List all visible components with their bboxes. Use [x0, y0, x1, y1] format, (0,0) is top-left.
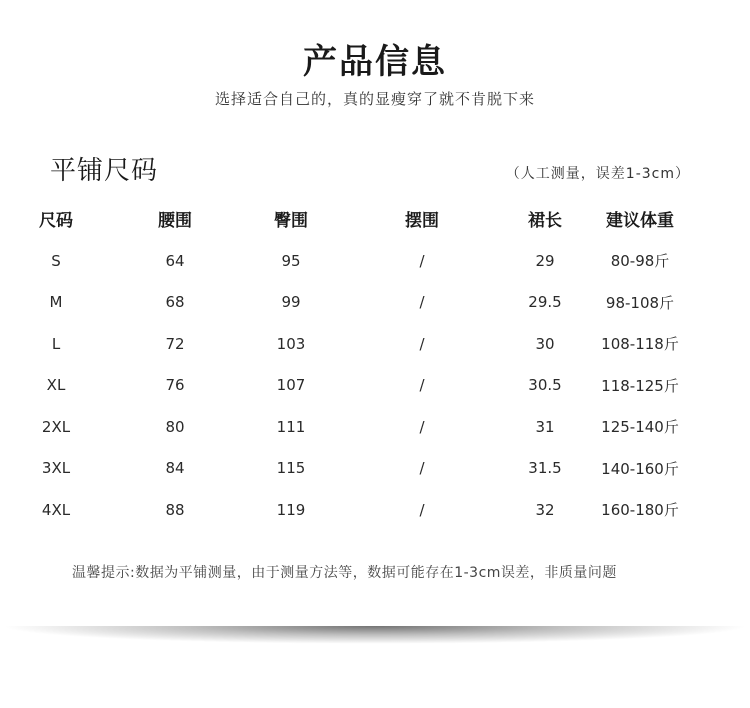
table-row — [20, 323, 710, 365]
header-weight: 建议体重 — [606, 210, 674, 231]
table-row — [20, 489, 710, 531]
page-subtitle: 选择适合自己的，真的显瘦穿了就不肯脱下来 — [214, 90, 535, 108]
header-hip: 臀围 — [274, 210, 308, 231]
cell-hem: / — [419, 251, 425, 270]
cell-hem: / — [419, 459, 425, 478]
cell-hem: / — [419, 334, 425, 353]
cell-size: 3XL — [41, 459, 71, 478]
cell-hip: 115 — [276, 459, 306, 478]
cell-weight: 140-160斤 — [601, 459, 679, 478]
cell-weight: 108-118斤 — [601, 335, 679, 354]
table-row — [20, 448, 710, 490]
cell-weight: 98-108斤 — [605, 293, 675, 312]
cell-size: 4XL — [41, 500, 71, 519]
table-row — [20, 406, 710, 448]
section-title: 平铺尺码 — [50, 156, 159, 186]
cell-length: 31 — [535, 417, 555, 436]
cell-hip: 103 — [276, 334, 306, 353]
cell-length: 29 — [535, 251, 555, 270]
cell-hip: 95 — [281, 251, 301, 270]
header-size: 尺码 — [39, 210, 73, 231]
cell-size: S — [51, 251, 61, 270]
cell-waist: 80 — [165, 417, 185, 436]
size-table — [20, 196, 710, 531]
footer-note: 温馨提示:数据为平铺测量，由于测量方法等，数据可能存在1-3cm误差，非质量问题 — [72, 565, 617, 581]
header-length: 裙长 — [528, 210, 562, 231]
cell-waist: 68 — [165, 293, 185, 312]
cell-length: 29.5 — [528, 293, 562, 312]
cell-weight: 118-125斤 — [601, 376, 679, 395]
cell-hem: / — [419, 376, 425, 395]
table-row — [20, 282, 710, 324]
cell-waist: 64 — [165, 251, 185, 270]
cell-size: XL — [46, 376, 66, 395]
cell-length: 30 — [535, 334, 555, 353]
cell-length: 30.5 — [528, 376, 562, 395]
cell-hip: 111 — [276, 417, 306, 436]
cell-weight: 160-180斤 — [601, 501, 679, 520]
cell-waist: 72 — [165, 334, 185, 353]
cell-size: M — [49, 293, 63, 312]
cell-hip: 119 — [276, 500, 306, 519]
table-row — [20, 240, 710, 282]
cell-hem: / — [419, 417, 425, 436]
cell-hem: / — [419, 293, 425, 312]
table-header-row — [20, 196, 710, 240]
cell-hip: 99 — [281, 293, 301, 312]
cell-hip: 107 — [276, 376, 306, 395]
cell-waist: 88 — [165, 500, 185, 519]
shadow-divider — [0, 626, 750, 644]
table-row — [20, 365, 710, 407]
measurement-note: （人工测量，误差1-3cm） — [505, 166, 690, 182]
cell-weight: 80-98斤 — [610, 252, 670, 271]
cell-waist: 76 — [165, 376, 185, 395]
page-title: 产品信息 — [303, 42, 447, 82]
cell-length: 32 — [535, 500, 555, 519]
header-waist: 腰围 — [158, 210, 192, 231]
cell-size: L — [51, 334, 61, 353]
cell-weight: 125-140斤 — [601, 418, 679, 437]
cell-size: 2XL — [41, 417, 71, 436]
cell-waist: 84 — [165, 459, 185, 478]
header-hem: 摆围 — [405, 210, 439, 231]
cell-length: 31.5 — [528, 459, 562, 478]
cell-hem: / — [419, 500, 425, 519]
